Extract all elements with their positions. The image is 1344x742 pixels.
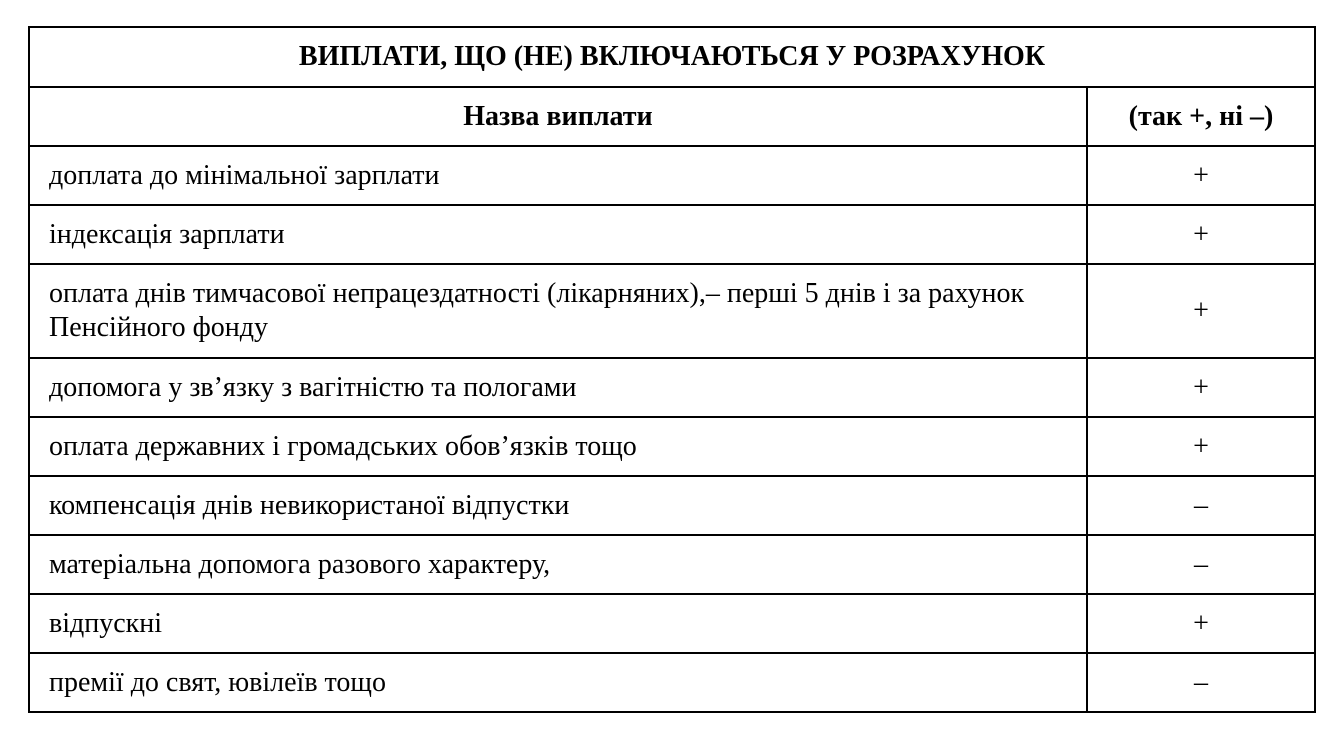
title-row bbox=[29, 27, 1315, 87]
table-row bbox=[29, 417, 1315, 476]
payment-name: доплата до мінімальної зарплати bbox=[29, 146, 1087, 205]
payment-mark: + bbox=[1087, 146, 1315, 205]
payment-name: індексація зарплати bbox=[29, 205, 1087, 264]
payment-name: відпускні bbox=[29, 594, 1087, 653]
table-row bbox=[29, 653, 1315, 712]
payment-name: допомога у зв’язку з вагітністю та пологами bbox=[29, 358, 1087, 417]
payment-mark: + bbox=[1087, 417, 1315, 476]
header-row bbox=[29, 87, 1315, 146]
table-row bbox=[29, 264, 1315, 358]
payment-mark: + bbox=[1087, 264, 1315, 358]
table-row bbox=[29, 205, 1315, 264]
table-row bbox=[29, 476, 1315, 535]
table-row bbox=[29, 535, 1315, 594]
table-row bbox=[29, 358, 1315, 417]
payment-mark: + bbox=[1087, 205, 1315, 264]
payment-name: оплата державних і громадських обов’язків тощо bbox=[29, 417, 1087, 476]
payment-name: матеріальна допомога разового характеру, bbox=[29, 535, 1087, 594]
payment-mark: + bbox=[1087, 594, 1315, 653]
payment-name: оплата днів тимчасової непрацездатності (лікарняних),– перші 5 днів і за рахунок Пенсійного фонду bbox=[29, 264, 1087, 358]
payment-name: компенсація днів невикористаної відпустки bbox=[29, 476, 1087, 535]
payment-mark: – bbox=[1087, 476, 1315, 535]
table-row bbox=[29, 594, 1315, 653]
payment-mark: + bbox=[1087, 358, 1315, 417]
table-row bbox=[29, 146, 1315, 205]
payment-name: премії до свят, ювілеїв тощо bbox=[29, 653, 1087, 712]
column-header-name: Назва виплати bbox=[29, 87, 1087, 146]
table-title: ВИПЛАТИ, ЩО (НЕ) ВКЛЮЧАЮТЬСЯ У РОЗРАХУНОК bbox=[29, 27, 1315, 87]
payment-mark: – bbox=[1087, 535, 1315, 594]
payments-table bbox=[28, 26, 1316, 713]
payment-mark: – bbox=[1087, 653, 1315, 712]
column-header-mark: (так +, ні –) bbox=[1087, 87, 1315, 146]
